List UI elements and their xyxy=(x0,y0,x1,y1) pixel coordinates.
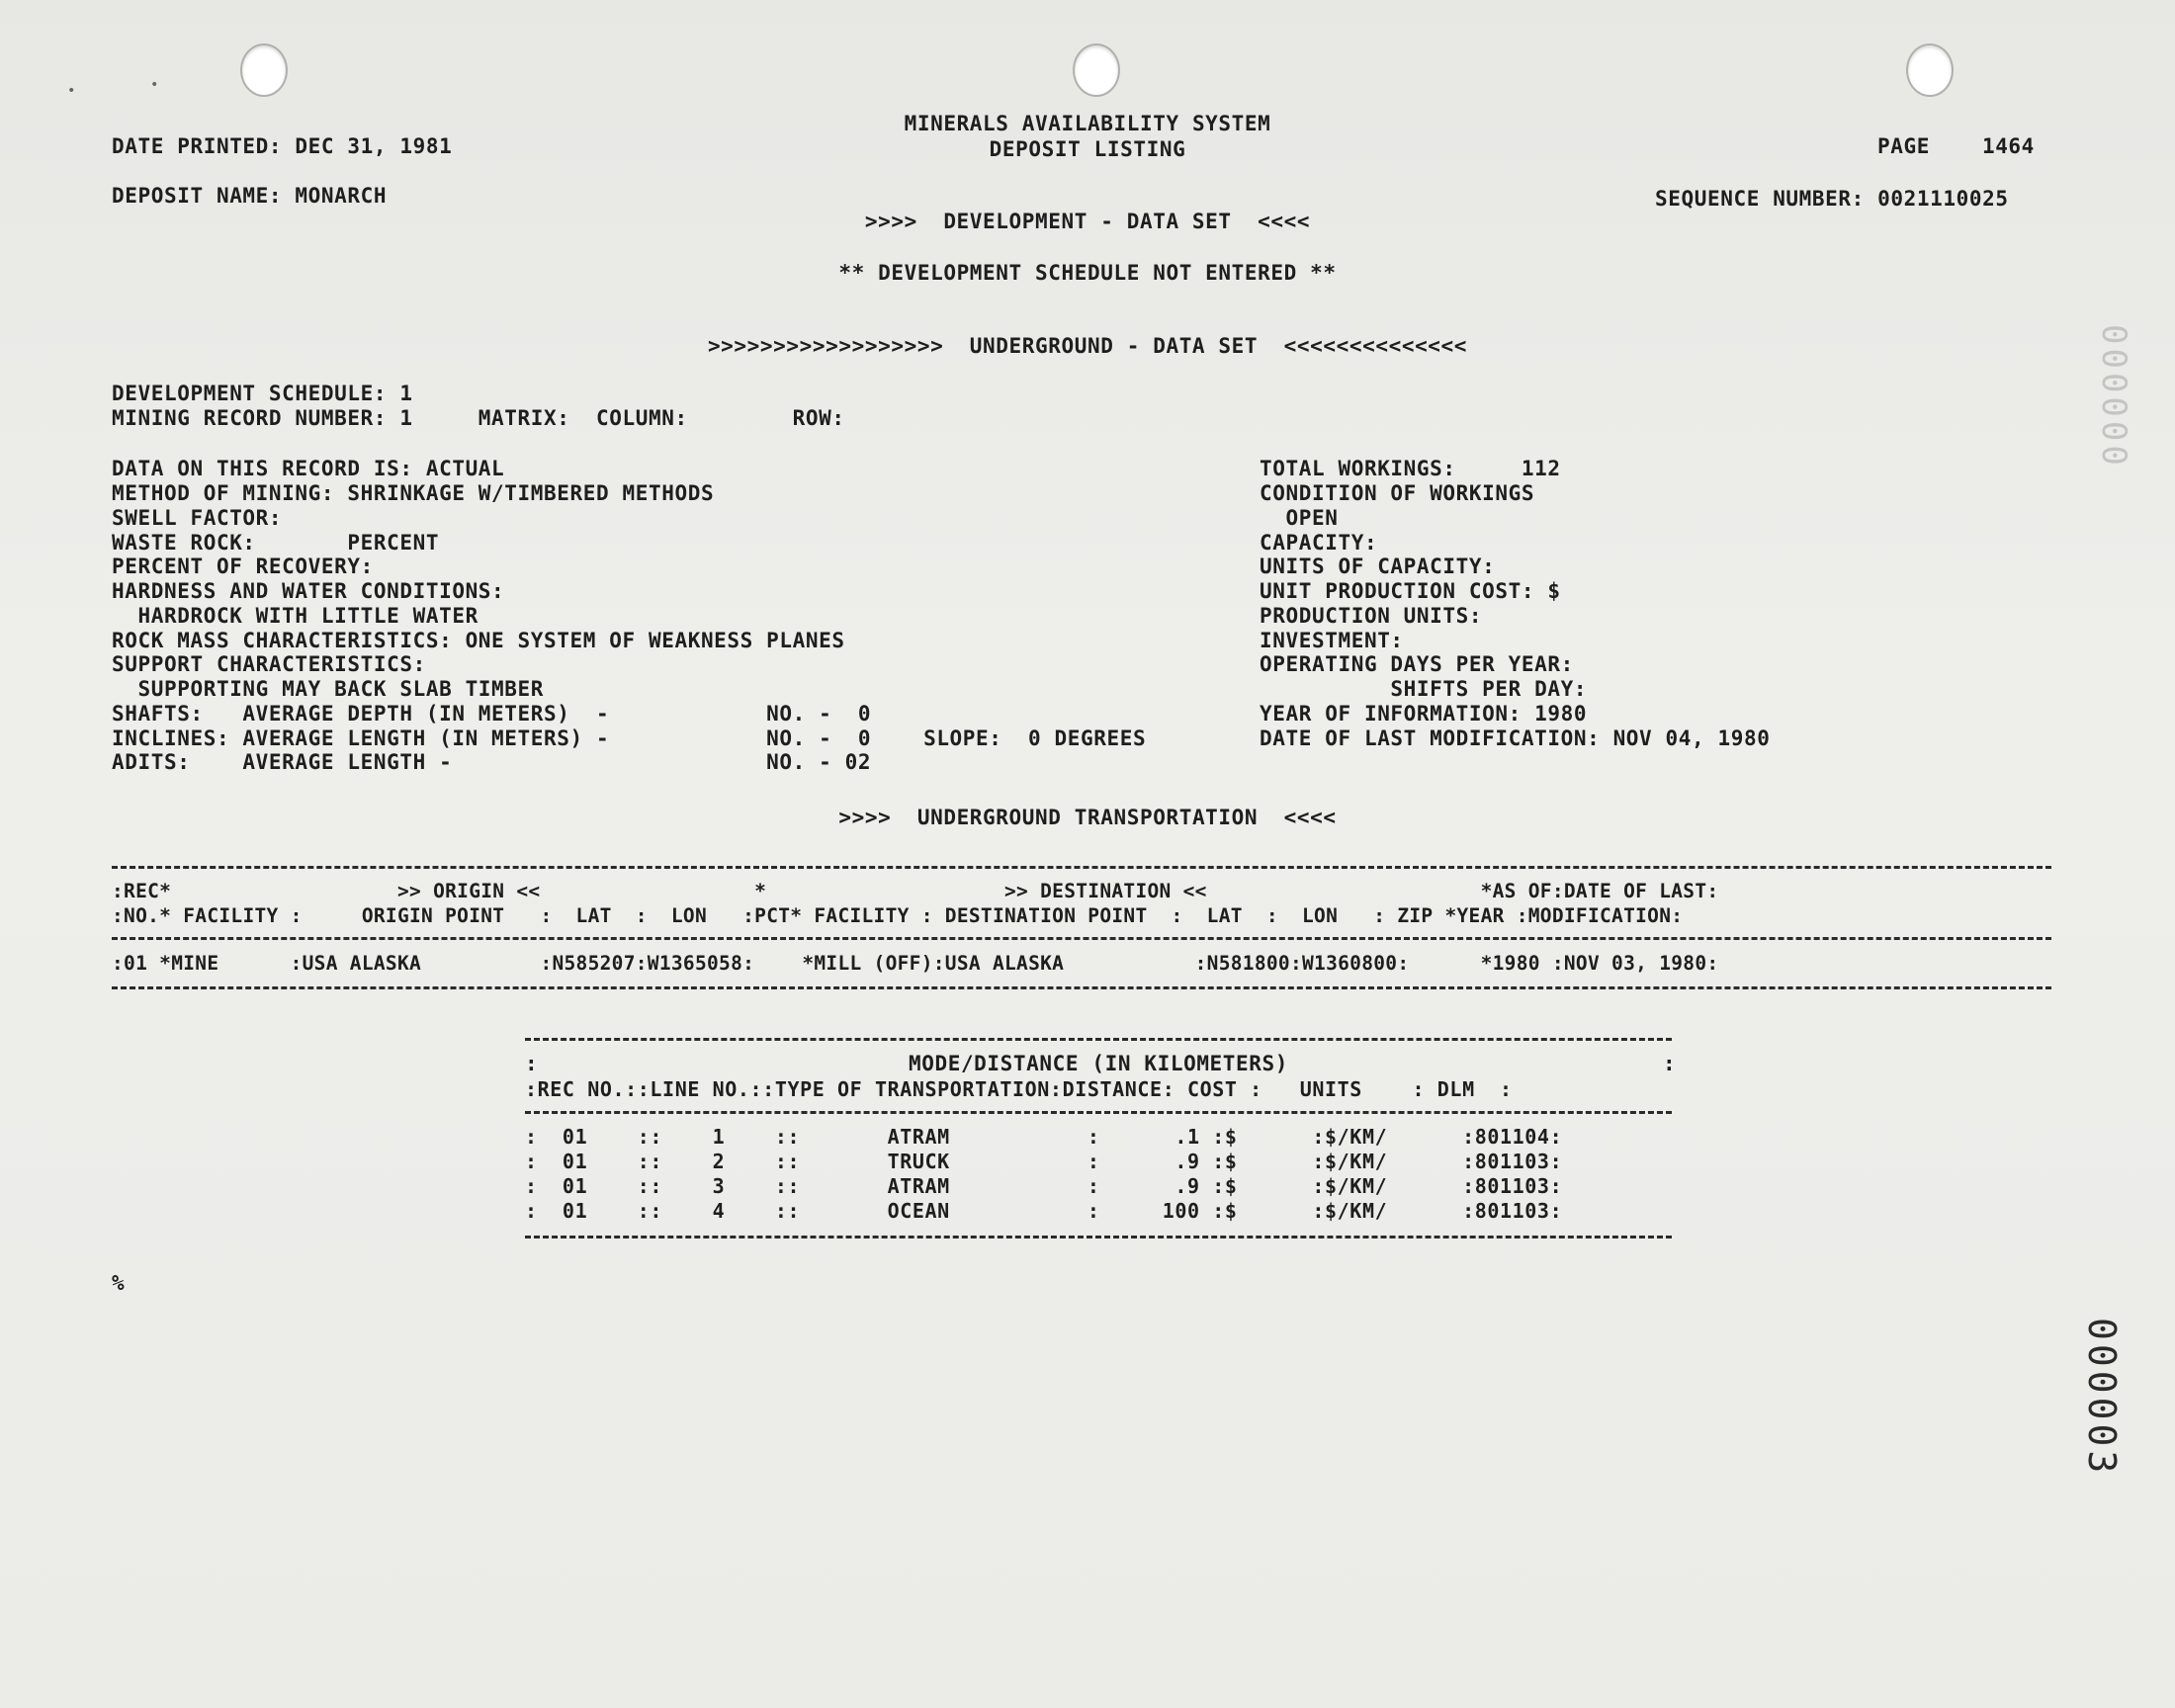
ug-line: SUPPORTING MAY BACK SLAB TIMBER xyxy=(112,677,545,701)
mode-rule-mid xyxy=(525,1111,1672,1114)
ug-line: INCLINES: AVERAGE LENGTH (IN METERS) - NO. - 0 SLOPE: 0 DEGREES xyxy=(112,726,1147,750)
ug-right-line: TOTAL WORKINGS: 112 xyxy=(1260,457,1561,480)
ink-speck: • xyxy=(67,83,76,99)
development-banner: >>>> DEVELOPMENT - DATA SET <<<< xyxy=(864,210,1311,233)
ug-right-line: PRODUCTION UNITS: xyxy=(1260,604,1483,628)
punch-hole-center xyxy=(1073,43,1120,97)
end-mark: % xyxy=(112,1271,126,1295)
ug-right-line: UNIT PRODUCTION COST: $ xyxy=(1260,579,1561,603)
punch-hole-left xyxy=(240,43,288,97)
ug-right-line: YEAR OF INFORMATION: 1980 xyxy=(1260,702,1588,726)
mode-header: :REC NO.::LINE NO.::TYPE OF TRANSPORTATION:DISTANCE: COST : UNITS : DLM : xyxy=(525,1077,1513,1101)
transport-rule-top xyxy=(112,866,2051,869)
sequence-number: SEQUENCE NUMBER: 0021110025 xyxy=(1655,187,2009,211)
ug-right-line: CONDITION OF WORKINGS xyxy=(1260,481,1535,505)
mode-row: : 01 :: 1 :: ATRAM : .1 :$ :$/KM/ :801104: xyxy=(525,1125,1563,1149)
listing-title: DEPOSIT LISTING xyxy=(989,137,1186,161)
punch-hole-right xyxy=(1906,43,1954,97)
ug-right-line: OPEN xyxy=(1260,506,1339,530)
mode-row: : 01 :: 2 :: TRUCK : .9 :$ :$/KM/ :801103: xyxy=(525,1150,1563,1173)
ug-line: PERCENT OF RECOVERY: xyxy=(112,555,374,578)
underground-banner: >>>>>>>>>>>>>>>>>> UNDERGROUND - DATA SET <<<<<<<<<<<<<< xyxy=(707,334,1468,358)
mode-row: : 01 :: 4 :: OCEAN : 100 :$ :$/KM/ :801103: xyxy=(525,1199,1563,1223)
ug-line: SHAFTS: AVERAGE DEPTH (IN METERS) - NO. - 0 xyxy=(112,702,872,726)
mode-rule-bottom xyxy=(525,1236,1672,1238)
ug-line: METHOD OF MINING: SHRINKAGE W/TIMBERED METHODS xyxy=(112,481,715,505)
deposit-name: DEPOSIT NAME: MONARCH xyxy=(112,184,388,208)
ug-line: HARDROCK WITH LITTLE WATER xyxy=(112,604,478,628)
transport-rule-bottom xyxy=(112,986,2051,989)
side-stamp: 000003 xyxy=(2080,1318,2124,1478)
date-printed: DATE PRINTED: DEC 31, 1981 xyxy=(112,134,453,158)
ug-line: SWELL FACTOR: xyxy=(112,506,283,530)
ink-speck: • xyxy=(150,77,159,93)
ug-line: ROCK MASS CHARACTERISTICS: ONE SYSTEM OF WEAKNESS PLANES xyxy=(112,629,845,652)
mode-title-right-colon: : xyxy=(1663,1052,1676,1075)
ug-line: DEVELOPMENT SCHEDULE: 1 xyxy=(112,382,413,405)
ug-line: SUPPORT CHARACTERISTICS: xyxy=(112,652,426,676)
ug-line: WASTE ROCK: PERCENT xyxy=(112,531,440,555)
mode-row: : 01 :: 3 :: ATRAM : .9 :$ :$/KM/ :801103: xyxy=(525,1174,1563,1198)
ug-right-line: UNITS OF CAPACITY: xyxy=(1260,555,1496,578)
transport-banner: >>>> UNDERGROUND TRANSPORTATION <<<< xyxy=(838,806,1337,829)
transport-header-2: :NO.* FACILITY : ORIGIN POINT : LAT : LON :PCT* FACILITY : DESTINATION POINT : LAT : LON : ZIP *YEAR :MODIFICATION: xyxy=(112,904,1684,927)
ug-right-line: INVESTMENT: xyxy=(1260,629,1404,652)
transport-rule-mid xyxy=(112,937,2051,940)
transport-header-1: :REC* >> ORIGIN << * >> DESTINATION << *AS OF:DATE OF LAST: xyxy=(112,880,1719,902)
faint-side-stamp: 000000 xyxy=(2094,324,2133,470)
mode-title-left-colon: : xyxy=(525,1052,538,1075)
mode-rule-top xyxy=(525,1038,1672,1041)
ug-right-line: SHIFTS PER DAY: xyxy=(1260,677,1588,701)
development-notice: ** DEVELOPMENT SCHEDULE NOT ENTERED ** xyxy=(838,261,1337,285)
transport-row: :01 *MINE :USA ALASKA :N585207:W1365058: *MILL (OFF):USA ALASKA :N581800:W1360800: *1980 :NOV 03, 1980: xyxy=(112,952,1719,975)
mode-title: MODE/DISTANCE (IN KILOMETERS) xyxy=(908,1052,1289,1075)
system-title: MINERALS AVAILABILITY SYSTEM xyxy=(904,112,1271,135)
ug-right-line: DATE OF LAST MODIFICATION: NOV 04, 1980 xyxy=(1260,726,1771,750)
ug-line: DATA ON THIS RECORD IS: ACTUAL xyxy=(112,457,505,480)
ug-line: MINING RECORD NUMBER: 1 MATRIX: COLUMN: ROW: xyxy=(112,406,845,430)
ug-line: HARDNESS AND WATER CONDITIONS: xyxy=(112,579,505,603)
ug-line: ADITS: AVERAGE LENGTH - NO. - 02 xyxy=(112,750,872,774)
page-number: PAGE 1464 xyxy=(1877,134,2035,158)
ug-right-line: OPERATING DAYS PER YEAR: xyxy=(1260,652,1574,676)
ug-right-line: CAPACITY: xyxy=(1260,531,1378,555)
